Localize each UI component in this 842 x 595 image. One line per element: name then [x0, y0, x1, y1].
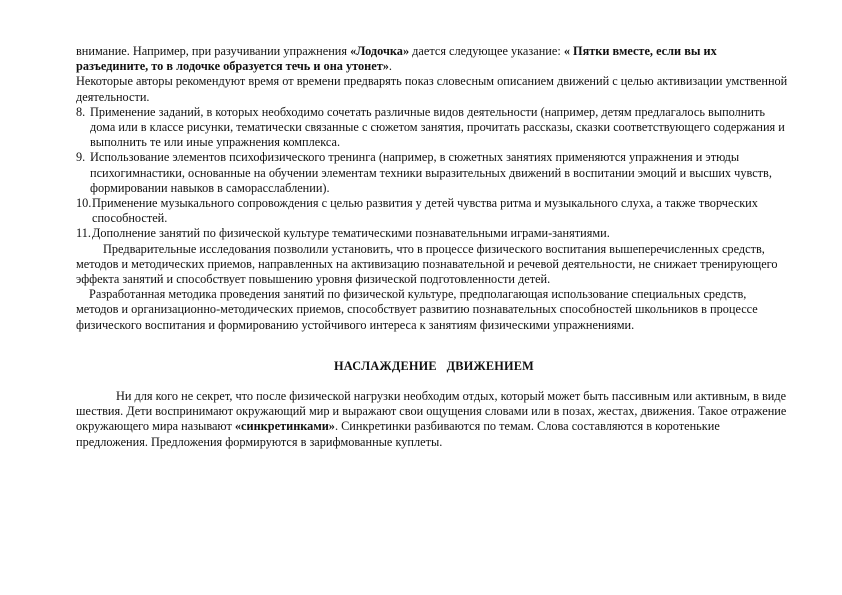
instruction-quote-bold: « Пятки вместе, если вы их разъедините, то в лодочке образуется течь и она утонет»: [76, 44, 717, 74]
syncretinki-term-bold: «синкретинками»: [234, 419, 335, 434]
document-page: [76, 44, 788, 450]
exercise-name-bold: «Лодочка»: [350, 44, 410, 58]
enjoyment-paragraph: [76, 389, 788, 450]
list-item-text: Использование элементов психофизического тренинга (например, в сюжетных занятиях применяются упражнения и этюды психогимнастики, основанные на обучении элементам техники выразительных движений в воспитании эмоций и высших чувств, формировании навыков в саморасслаблении).: [90, 150, 772, 195]
list-item: [76, 150, 788, 196]
list-item-number: 10.: [76, 196, 92, 211]
research-paragraph: Предварительные исследования позволили установить, что в процессе физического воспитания вышеперечисленных средств, методов и методических приемов, направленных на активизацию познавательной и речевой деятельности, не снижает тренирующего эффекта занятий и способствует повышению уровня физической подготовленности детей.: [76, 241, 778, 287]
list-item: [76, 105, 788, 151]
list-item: [76, 196, 788, 226]
intro-text-mid: дается следующее указание:: [409, 44, 564, 58]
intro-text-start: внимание. Например, при разучивании упражнения: [76, 44, 351, 58]
intro-paragraph: [76, 44, 788, 74]
list-item-text: Применение музыкального сопровождения с целью развития у детей чувства ритма и музыкального слуха, а также творческих способностей.: [92, 196, 758, 226]
list-item-number: 9.: [76, 150, 86, 165]
list-item-text: Дополнение занятий по физической культуре тематическими познавательными играми-занятиями.: [92, 226, 610, 241]
method-paragraph: Разработанная методика проведения занятий по физической культуре, предполагающая использование специальных средств, методов и организационно-методических приемов, способствует развитию познавательных способностей школьников в процессе физического воспитания и формированию устойчивого интереса к занятиям физическими упражнениями.: [76, 287, 758, 332]
enjoyment-text-start: Ни для кого не секрет, что после физической нагрузки необходим отдых, который может быть пассивным или активным, в виде шествия. Дети воспринимают окружающий мир и выражают свои ощущения словами или в позах, жестах, движения. Такое отражение окружающего мира называют: [76, 389, 787, 434]
list-item-number: 11.: [76, 226, 91, 241]
section-heading-text: НАСЛАЖДЕНИЕ ДВИЖЕНИЕМ: [334, 358, 534, 373]
list-item-number: 8.: [76, 104, 86, 119]
list-item: [76, 226, 788, 241]
authors-paragraph: Некоторые авторы рекомендуют время от времени предварять показ словесным описанием движений с целью активизации умственной деятельности.: [76, 74, 788, 104]
numbered-list: [76, 105, 788, 242]
enjoyment-text-end: . Синкретинки разбиваются по темам. Слова составляются в коротенькие предложения. Предложения формируются в зарифмованные куплеты.: [76, 419, 720, 449]
intro-text-end: .: [388, 59, 392, 74]
list-item-text: Применение заданий, в которых необходимо сочетать различные видов деятельности (например, детям предлагалось выполнить дома или в классе рисунки, тематически связанные с сюжетом занятия, прочитать рассказы, сказки соответствующего содержания и выполнить те или иные упражнения комплекса.: [90, 104, 785, 150]
section-heading: [76, 359, 788, 374]
